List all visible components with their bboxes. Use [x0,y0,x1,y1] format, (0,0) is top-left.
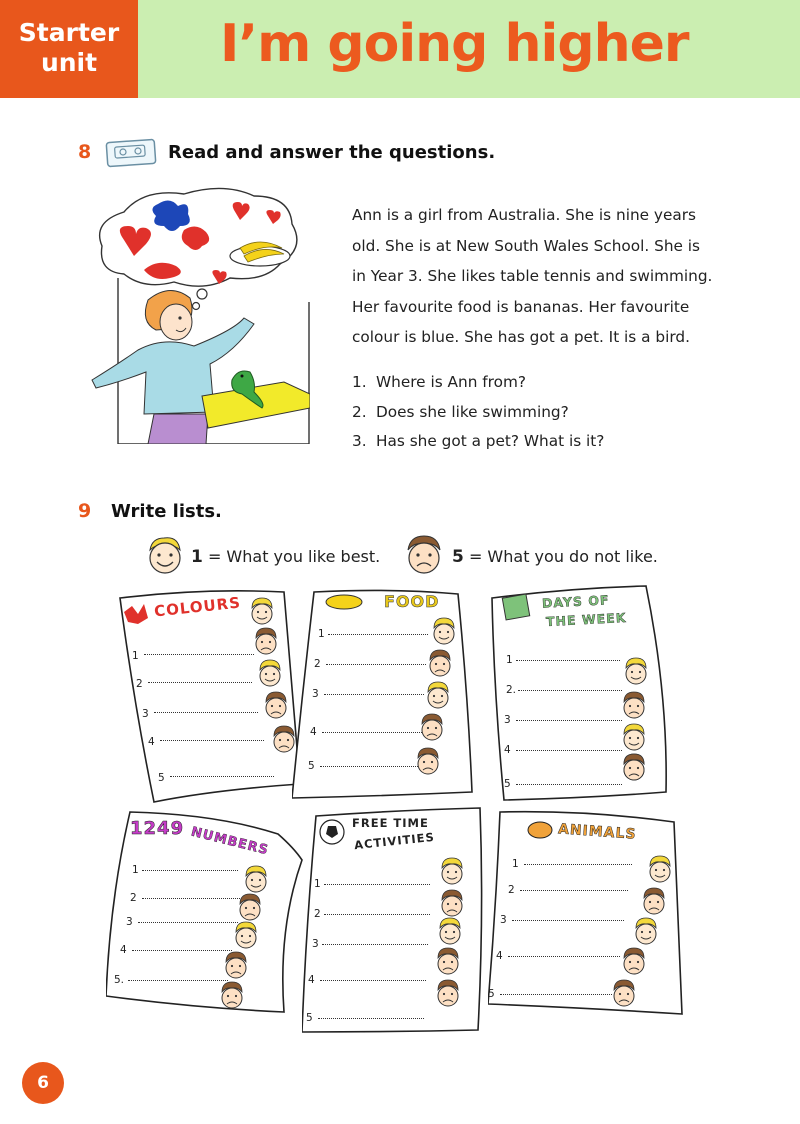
title-band [138,0,800,98]
row-number: 1 [506,654,513,666]
list-title-line2: ACTIVITIES [353,829,436,853]
list-title: DAYS OF [541,592,610,611]
row-number: 2 [314,658,321,670]
row-number: 5 [308,760,315,772]
row-number: 1 [132,864,139,876]
row-number: 4 [496,950,503,962]
list-title: FREE TIME [352,816,429,830]
answer-line[interactable] [516,784,622,785]
answer-line[interactable] [524,864,632,865]
ann-illustration [84,182,310,444]
row-number: 2. [506,684,517,696]
row-number: 5 [306,1012,313,1024]
answer-line[interactable] [322,944,428,945]
unit-label-line1: Starter [18,18,120,47]
key-best-number: 1 [191,547,203,567]
answer-line[interactable] [516,750,622,751]
answer-line[interactable] [128,980,228,981]
answer-line[interactable] [512,920,624,921]
exercise-9-number: 9 [78,500,92,522]
answer-line[interactable] [324,884,430,885]
answer-line[interactable] [142,870,238,871]
list-title: COLOURS [153,593,242,621]
question-item: 1. Where is Ann from? [352,373,526,391]
answer-line[interactable] [328,634,428,635]
answer-line[interactable] [520,890,628,891]
story-line: old. She is at New South Wales School. She is [352,236,701,255]
list-animals [488,808,684,1020]
list-free-time [302,806,486,1036]
row-number: 4 [148,736,155,748]
answer-line[interactable] [320,980,426,981]
row-number: 5 [488,988,495,1000]
row-number: 3 [312,688,319,700]
unit-tab [0,0,138,98]
row-number: 3 [504,714,511,726]
row-number: 2 [314,908,321,920]
row-number: 3 [312,938,319,950]
exercise-8-number: 8 [78,141,92,163]
answer-line[interactable] [500,994,612,995]
page-title: I’m going higher [220,14,689,74]
row-number: 2 [136,678,143,690]
paper-sheet [488,808,684,1020]
row-number: 5. [114,974,125,986]
list-title: FOOD [384,592,440,611]
row-number: 4 [308,974,315,986]
question-item: 2. Does she like swimming? [352,402,569,421]
list-colours [114,584,304,806]
row-number: 3 [500,914,507,926]
paper-sheet [114,584,304,806]
happy-face-icon [144,534,186,578]
list-days [490,584,670,802]
list-food [292,586,474,802]
row-number: 1 [512,858,519,870]
exercise-8-instruction: Read and answer the questions. [168,142,496,163]
row-number: 1 [318,628,325,640]
answer-line[interactable] [508,956,620,957]
answer-line[interactable] [516,720,622,721]
answer-line[interactable] [148,682,252,683]
answer-line[interactable] [144,654,254,655]
answer-line[interactable] [132,950,232,951]
key-worst-text: = What you do not like. [468,547,658,566]
answer-line[interactable] [324,694,424,695]
row-number: 3 [142,708,149,720]
story-line: colour is blue. She has got a pet. It is a bird. [352,328,690,346]
unit-label-line2: unit [40,48,98,77]
story-line: Her favourite food is bananas. Her favourite [352,297,690,316]
row-number: 2 [508,884,515,896]
answer-line[interactable] [326,664,426,665]
row-number: 4 [504,744,511,756]
answer-line[interactable] [160,740,264,741]
numbers-digits: 1249 [130,818,185,839]
list-title: NUMBERS [189,824,271,859]
answer-line[interactable] [518,690,622,691]
list-title: ANIMALS [557,821,637,843]
exercise-9-instruction: Write lists. [111,501,222,522]
question-item: 3. Has she got a pet? What is it? [352,432,605,450]
story-line: in Year 3. She likes table tennis and swimming. [352,267,713,285]
sad-face-icon [402,532,446,578]
answer-line[interactable] [170,776,274,777]
answer-line[interactable] [318,1018,424,1019]
answer-line[interactable] [154,712,258,713]
row-number: 4 [120,944,127,956]
cassette-icon [104,137,160,169]
row-number: 4 [310,726,317,738]
key-worst [452,547,658,567]
answer-line[interactable] [516,660,620,661]
row-number: 1 [314,878,321,890]
row-number: 2 [130,892,137,904]
row-number: 3 [126,916,133,928]
list-title-line2: THE WEEK [545,609,627,630]
row-number: 1 [132,650,139,662]
answer-line[interactable] [320,766,420,767]
key-worst-number: 5 [452,547,464,567]
page-number: 6 [22,1062,64,1104]
story-text [352,200,752,353]
key-best [191,547,380,567]
row-number: 5 [504,778,511,790]
story-line: Ann is a girl from Australia. She is nine years [352,206,697,224]
answer-line[interactable] [138,922,238,923]
key-best-text: = What you like best. [207,547,381,566]
row-number: 5 [158,772,165,784]
answer-line[interactable] [142,898,242,899]
question-list [352,368,752,457]
answer-line[interactable] [324,914,430,915]
answer-line[interactable] [322,732,422,733]
list-numbers [106,808,306,1016]
